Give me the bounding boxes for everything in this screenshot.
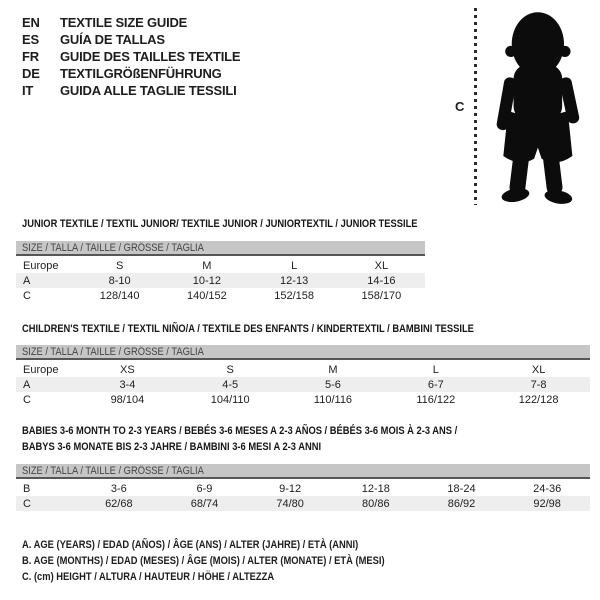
language-label: TEXTILE SIZE GUIDE	[60, 15, 188, 30]
height-cell: 116/122	[416, 393, 456, 406]
age-cell: 10-12	[192, 274, 221, 287]
language-code: IT	[22, 83, 34, 98]
height-cell: 140/152	[186, 289, 227, 302]
height-cell: 74/80	[276, 497, 304, 510]
size-header-label: SIZE / TALLA / TAILLE / GRÖSSE / TAGLIA	[22, 464, 204, 477]
age-cell: 4-5	[222, 378, 239, 391]
table-row-age	[16, 377, 590, 392]
height-cell: 62/68	[105, 497, 133, 510]
language-header	[22, 14, 240, 99]
size-cell: XL	[531, 363, 546, 376]
junior-size-header-bar	[16, 241, 425, 256]
babies-table-title	[22, 423, 534, 455]
language-label: GUÍA DE TALLAS	[60, 32, 165, 47]
title-line: BABIES 3-6 MONTH TO 2-3 YEARS / BEBÉS 3-6 MESES A 2-3 AÑOS / BÉBÉS 3-6 MOIS À 2-3 ANS /	[22, 425, 458, 437]
height-cell: 152/158	[274, 289, 314, 302]
language-code: ES	[22, 32, 39, 47]
height-cell: 104/110	[210, 393, 250, 406]
row-label: A	[23, 274, 31, 287]
table-row-height	[16, 392, 590, 407]
age-cell: 5-6	[325, 378, 341, 391]
age-cell: 8-10	[108, 274, 131, 287]
children-size-header-bar	[16, 345, 590, 360]
row-label: A	[23, 378, 31, 391]
size-cell: L	[291, 259, 298, 272]
table-row-months	[16, 481, 590, 496]
size-cell: S	[115, 259, 124, 272]
row-label: C	[23, 393, 31, 406]
table-row-age	[16, 273, 425, 288]
height-cell: 92/98	[533, 497, 561, 510]
language-code: EN	[22, 15, 40, 30]
language-code: DE	[22, 66, 40, 81]
language-row-en	[22, 14, 240, 31]
row-label: C	[23, 497, 31, 510]
children-size-table	[16, 362, 590, 407]
months-cell: 12-18	[361, 482, 390, 495]
age-cell: 14-16	[367, 274, 396, 287]
size-header-label: SIZE / TALLA / TAILLE / GRÖSSE / TAGLIA	[22, 241, 204, 254]
height-cell: 68/74	[190, 497, 219, 510]
height-marker-label: C	[455, 99, 465, 114]
table-row-height	[16, 288, 425, 303]
language-row-fr	[22, 48, 240, 65]
legend-line-c: C. (cm) HEIGHT / ALTURA / HAUTEUR / HÖHE / ALTEZZA	[22, 571, 275, 583]
size-cell: L	[432, 363, 439, 376]
size-header-label: SIZE / TALLA / TAILLE / GRÖSSE / TAGLIA	[22, 345, 204, 358]
row-label: B	[23, 482, 31, 495]
title-line: JUNIOR TEXTILE / TEXTIL JUNIOR/ TEXTILE JUNIOR / JUNIORTEXTIL / JUNIOR TESSILE	[22, 218, 418, 230]
row-label: C	[23, 289, 31, 302]
babies-size-table	[16, 481, 590, 511]
language-row-es	[22, 31, 240, 48]
height-cell: 80/86	[362, 497, 390, 510]
children-table-title	[22, 321, 554, 337]
language-row-it	[22, 82, 240, 99]
toddler-silhouette-icon	[480, 3, 592, 210]
months-cell: 9-12	[279, 482, 302, 495]
row-label: Europe	[23, 259, 59, 272]
legend-line-b: B. AGE (MONTHS) / EDAD (MESES) / ÂGE (MOIS) / ALTER (MONATE) / ETÀ (MESI)	[22, 555, 385, 567]
table-row-europe	[16, 362, 590, 377]
age-cell: 6-7	[427, 378, 444, 391]
language-label: GUIDE DES TAILLES TEXTILE	[60, 49, 241, 64]
size-cell: M	[328, 363, 338, 376]
age-cell: 12-13	[280, 274, 309, 287]
height-cell: 122/128	[518, 393, 559, 406]
row-label: Europe	[23, 363, 59, 376]
table-row-europe	[16, 258, 425, 273]
table-row-height	[16, 496, 590, 511]
months-cell: 6-9	[196, 482, 213, 495]
babies-size-header-bar	[16, 464, 590, 479]
age-cell: 7-8	[530, 378, 547, 391]
title-line: BABYS 3-6 MONATE BIS 2-3 JAHRE / BAMBINI 3-6 MESI A 2-3 ANNI	[22, 441, 322, 453]
size-cell: XS	[120, 363, 135, 376]
language-code: FR	[22, 49, 39, 64]
language-label: TEXTILGRÖßENFÜHRUNG	[60, 66, 222, 81]
size-cell: S	[226, 363, 234, 376]
junior-table-title	[22, 216, 487, 232]
height-cell: 98/104	[110, 393, 145, 406]
height-cell: 128/140	[99, 289, 140, 302]
measurement-legend	[22, 537, 449, 585]
language-label: GUIDA ALLE TAGLIE TESSILI	[60, 83, 237, 98]
height-cell: 86/92	[447, 497, 476, 510]
language-row-de	[22, 65, 240, 82]
legend-line-a: A. AGE (YEARS) / EDAD (AÑOS) / ÂGE (ANS) / ALTER (JAHRE) / ETÀ (ANNI)	[22, 539, 359, 551]
height-cell: 110/116	[313, 393, 353, 406]
height-marker-line	[474, 8, 477, 205]
height-cell: 158/170	[361, 289, 402, 302]
size-cell: M	[202, 259, 212, 272]
months-cell: 18-24	[447, 482, 476, 495]
junior-size-table	[16, 258, 425, 303]
title-line: CHILDREN'S TEXTILE / TEXTIL NIÑO/A / TEXTILE DES ENFANTS / KINDERTEXTIL / BAMBINI TESSILE	[22, 323, 474, 335]
size-cell: XL	[374, 259, 389, 272]
age-cell: 3-4	[119, 378, 136, 391]
height-figure	[448, 0, 600, 216]
months-cell: 24-36	[533, 482, 562, 495]
months-cell: 3-6	[110, 482, 127, 495]
